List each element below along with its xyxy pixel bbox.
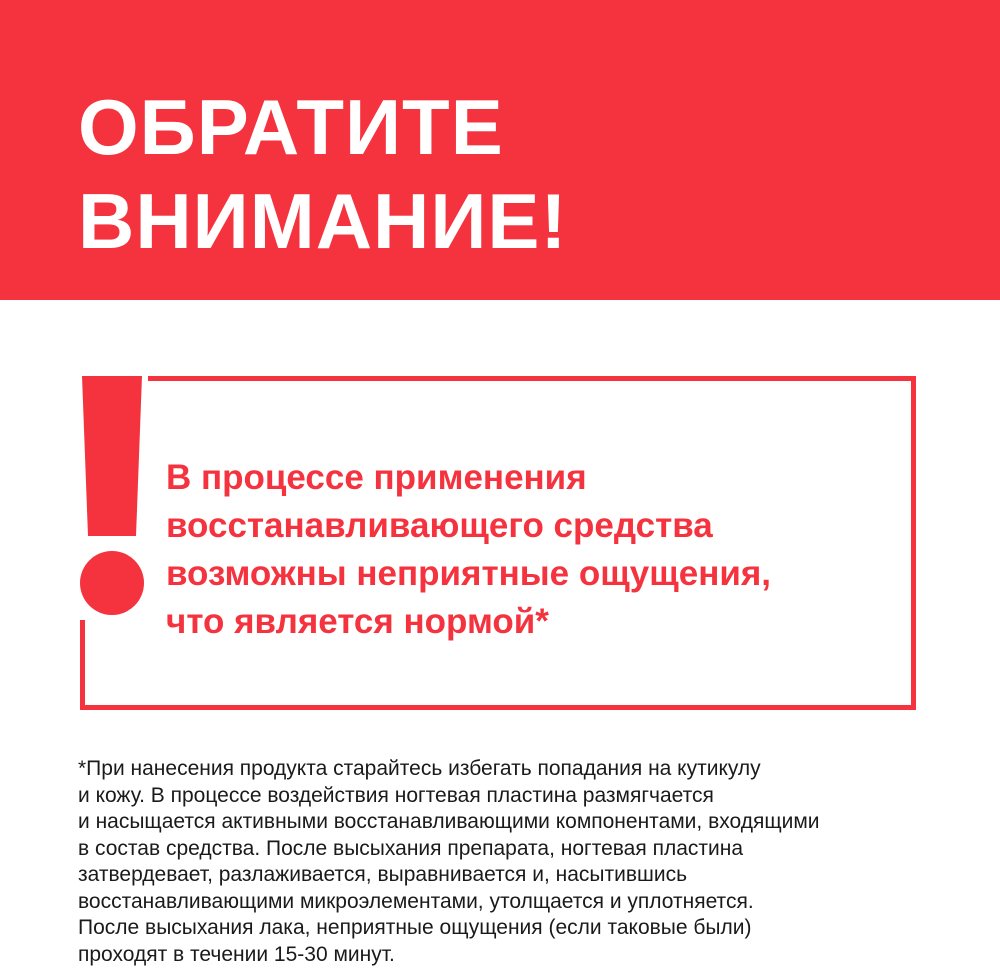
exclamation-icon: [76, 372, 148, 620]
notice-line: возможны неприятные ощущения,: [166, 554, 772, 593]
banner-title: [78, 80, 567, 268]
footnote-line: затвердевает, разлаживается, выравнивается и, насытившись: [78, 863, 688, 886]
footnote-line: и насыщается активными восстанавливающими компонентами, входящими: [78, 810, 820, 833]
banner-title-line: ОБРАТИТЕ: [78, 83, 504, 171]
notice-line: что является нормой*: [166, 602, 549, 641]
footnote-line: восстанавливающими микроэлементами, утолщается и уплотняется.: [78, 889, 754, 913]
footnote: [78, 756, 978, 968]
footnote-line: и кожу. В процессе воздействия ногтевая пластина размягчается: [78, 783, 714, 807]
header-banner: [0, 0, 1000, 300]
notice-line: В процессе применения: [166, 458, 587, 497]
footnote-line: проходят в течении 15-30 минут.: [78, 942, 395, 966]
banner-title-line: ВНИМАНИЕ!: [78, 177, 568, 265]
notice-line: восстанавливающего средства: [166, 506, 713, 545]
footnote-line: в состав средства. После высыхания препарата, ногтевая пластина: [78, 836, 743, 860]
notice-text: [166, 454, 896, 646]
footnote-line: *При нанесения продукта старайтесь избегать попадания на кутикулу: [78, 757, 761, 780]
footnote-line: После высыхания лака, неприятные ощущения (если таковые были): [78, 916, 752, 939]
